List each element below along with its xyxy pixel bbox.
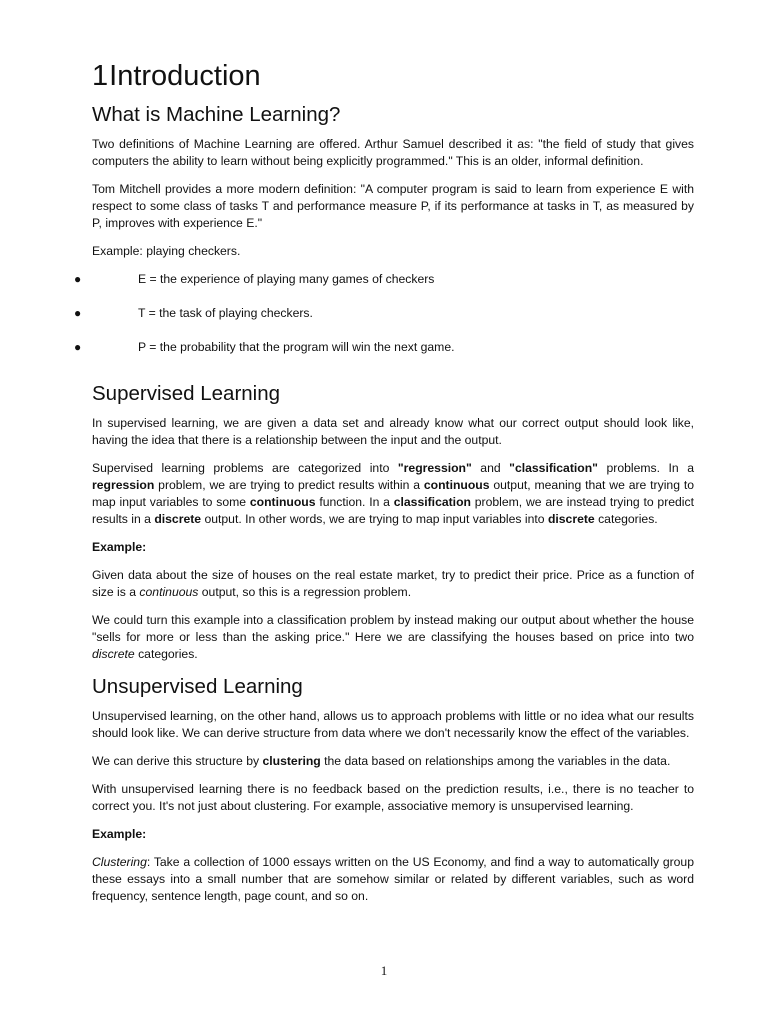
italic-term: continuous xyxy=(139,585,199,599)
paragraph: With unsupervised learning there is no feedback based on the prediction results, i.e., there is no teacher to correct you. It's not just about clustering. For example, associative memory is unsupervised learning. xyxy=(92,782,694,813)
paragraph: Example: playing checkers. xyxy=(92,244,241,258)
bold-term: discrete xyxy=(154,512,202,526)
example-label xyxy=(92,826,694,843)
text-run: problem, we are instead trying to predict results in a xyxy=(92,495,694,526)
section-heading-supervised: Supervised Learning xyxy=(92,382,281,405)
italic-term: Clustering xyxy=(92,855,147,869)
list-item-text: E = the experience of playing many games of checkers xyxy=(138,272,435,286)
text-run: Given data about the size of houses on the real estate market, try to predict their price. Price as a function of size is a xyxy=(92,568,694,599)
italic-term: discrete xyxy=(92,647,135,661)
example-label xyxy=(92,539,694,556)
text-run: the data based on relationships among the variables in the data. xyxy=(320,754,671,768)
bullet-icon: ● xyxy=(74,272,82,286)
text-run: We could turn this example into a classification problem by instead making our output about whether the house "sells for more or less than the asking price." Here we are classifying the houses based on price into two xyxy=(92,613,694,644)
list-item-text: P = the probability that the program will win the next game. xyxy=(138,340,455,354)
list-item xyxy=(74,339,694,373)
bold-term: clustering xyxy=(262,754,321,768)
document-body xyxy=(74,58,694,916)
bold-term: discrete xyxy=(547,512,595,526)
paragraph: Unsupervised learning, on the other hand, allows us to approach problems with little or no idea what our results should look like. We can derive structure from data where we don't necessarily know the effect of the variables. xyxy=(92,709,694,740)
paragraph: Tom Mitchell provides a more modern definition: "A computer program is said to learn from experience E with respect to some class of tasks T and performance measure P, if its performance at tasks in T, as measured by P, improves with experience E." xyxy=(92,182,694,230)
text-run: categories. xyxy=(134,647,198,661)
section-heading-unsupervised: Unsupervised Learning xyxy=(92,675,303,698)
text-run: We can derive this structure by xyxy=(92,754,263,768)
example-label-text: Example: xyxy=(92,540,147,554)
text-run: output. In other words, we are trying to map input variables into xyxy=(201,512,548,526)
list-item xyxy=(74,305,694,339)
paragraph xyxy=(92,753,694,770)
paragraph xyxy=(92,460,694,528)
bold-term: "classification" xyxy=(509,461,598,475)
bold-term: regression xyxy=(92,478,155,492)
bold-term: continuous xyxy=(423,478,490,492)
bullet-icon: ● xyxy=(74,306,82,320)
chapter-title-text: Introduction xyxy=(109,60,261,92)
text-run: problem, we are trying to predict results within a xyxy=(154,478,424,492)
example-label-text: Example: xyxy=(92,827,147,841)
section-heading-what-is-ml: What is Machine Learning? xyxy=(92,103,341,126)
bullet-list xyxy=(74,271,694,373)
paragraph xyxy=(92,567,694,601)
paragraph xyxy=(92,612,694,663)
text-run: function. In a xyxy=(315,495,394,509)
list-item xyxy=(74,271,694,305)
text-run: : Take a collection of 1000 essays written on the US Economy, and find a way to automatically group these essays into a small number that are somehow similar or related by different variables, such as word frequency, sentence length, page count, and so on. xyxy=(92,855,694,903)
paragraph xyxy=(92,854,694,905)
text-run: problems. In a xyxy=(597,461,694,475)
chapter-number: 1 xyxy=(92,60,109,92)
text-run: and xyxy=(471,461,510,475)
paragraph: Two definitions of Machine Learning are offered. Arthur Samuel described it as: "the field of study that gives computers the ability to learn without being explicitly programmed." This is an older, informal definition. xyxy=(92,137,694,168)
bold-term: continuous xyxy=(249,495,316,509)
text-run: categories. xyxy=(594,512,658,526)
paragraph: In supervised learning, we are given a data set and already know what our correct output should look like, having the idea that there is a relationship between the input and the output. xyxy=(92,416,694,447)
text-run: output, so this is a regression problem. xyxy=(198,585,412,599)
bullet-icon: ● xyxy=(74,340,82,354)
bold-term: classification xyxy=(393,495,471,509)
page-number: 1 xyxy=(380,963,388,978)
bold-term: "regression" xyxy=(397,461,472,475)
text-run: output, meaning that we are trying to map input variables to some xyxy=(92,478,694,509)
text-run: Supervised learning problems are categorized into xyxy=(92,461,398,475)
list-item-text: T = the task of playing checkers. xyxy=(138,306,313,320)
chapter-title xyxy=(92,58,694,94)
